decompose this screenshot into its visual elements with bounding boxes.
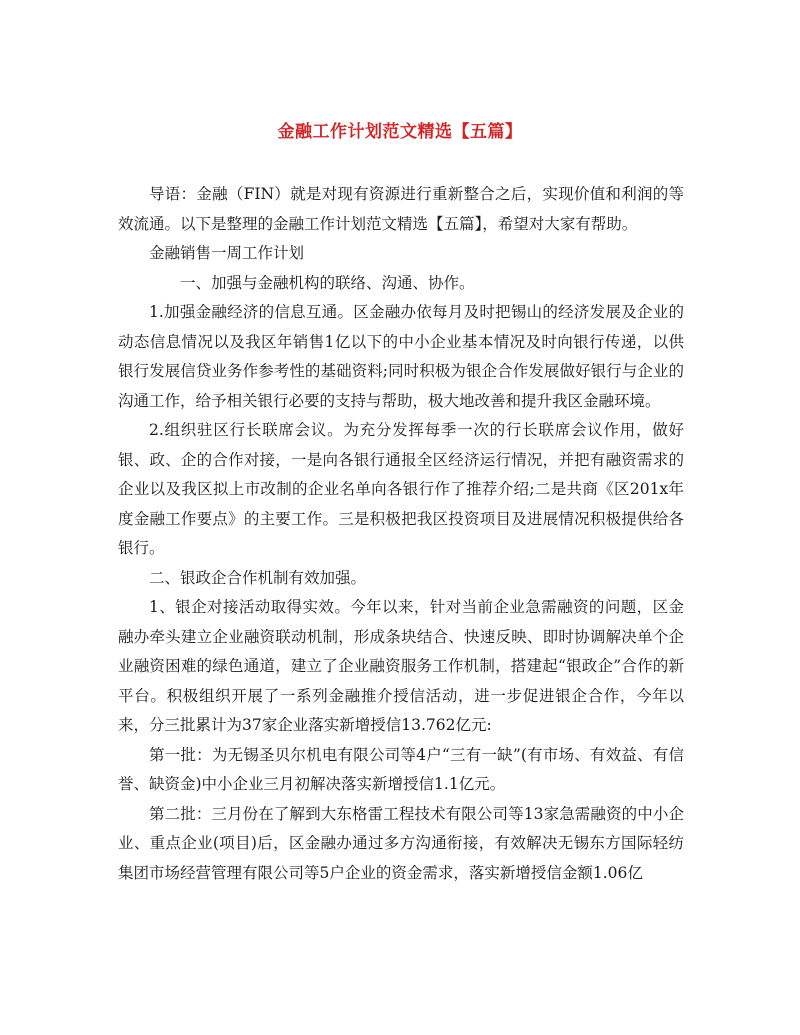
section-heading: 金融销售一周工作计划 — [149, 244, 305, 262]
intro-paragraph: 导语：金融（FIN）就是对现有资源进行重新整合之后，实现价值和利润的等效流通。以下是整理的金融工作计划范文精选【五篇】，希望对大家有帮助。 — [118, 185, 684, 233]
body-paragraph: 第二批：三月份在了解到大东格雷工程技术有限公司等13家急需融资的中小企业、重点企业(项目)后，区金融办通过多方沟通衔接，有效解决无锡东方国际轻纺集团市场经营管理有限公司等5户企业的资金需求，落实新增授信金额1.06亿 — [118, 804, 684, 882]
document-title: 金融工作计划范文精选【五篇】 — [277, 122, 523, 142]
body-paragraph: 1.加强金融经济的信息互通。区金融办依每月及时把锡山的经济发展及企业的动态信息情况以及我区年销售1亿以下的中小企业基本情况及时向银行传递，以供银行发展信贷业务作参考性的基础资料;同时积极为银企合作发展做好银行与企业的沟通工作，给予相关银行必要的支持与帮助，极大地改善和提升我区金融环境。 — [118, 303, 684, 410]
subsection-heading-2: 二、银政企合作机制有效加强。 — [149, 568, 367, 587]
body-paragraph: 2.组织驻区行长联席会议。为充分发挥每季一次的行长联席会议作用，做好银、政、企的合作对接，一是向各银行通报全区经济运行情况，并把有融资需求的企业以及我区拟上市改制的企业名单向各银行作了推荐介绍;二是共商《区201x年度金融工作要点》的主要工作。三是积极把我区投资项目及进展情况积极提供给各银行。 — [118, 421, 684, 557]
body-paragraph: 第一批：为无锡圣贝尔机电有限公司等4户“三有一缺”(有市场、有效益、有信誉、缺资金)中小企业三月初解决落实新增授信1.1亿元。 — [118, 745, 684, 793]
subsection-heading-1: 一、加强与金融机构的联络、沟通、协作。 — [180, 273, 475, 292]
body-paragraph: 1、银企对接活动取得实效。今年以来，针对当前企业急需融资的问题，区金融办牵头建立企业融资联动机制，形成条块结合、快速反映、即时协调解决单个企业融资困难的绿色通道，建立了企业融资服务工作机制，搭建起“银政企”合作的新平台。积极组织开展了一系列金融推介授信活动，进一步促进银企合作，今年以来，分三批累计为37家企业落实新增授信13.762亿元: — [118, 598, 684, 734]
document-body — [118, 180, 684, 888]
